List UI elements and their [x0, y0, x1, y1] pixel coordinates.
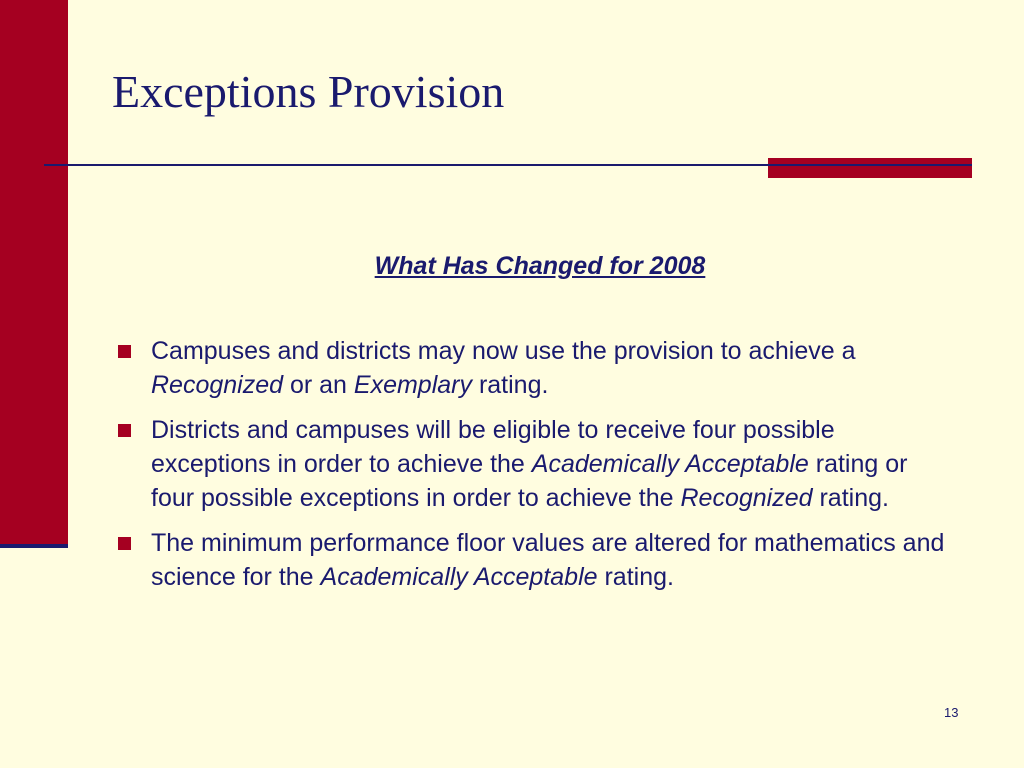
page-number: 13: [944, 705, 959, 720]
bullet-text-run: Districts and campuses will be eligible to receive four possible exceptions in order to achieve the: [151, 416, 835, 478]
bullet-italic-term: Recognized: [151, 371, 284, 399]
bullet-text-run: rating or four possible exceptions in order to achieve the: [151, 450, 908, 512]
bullet-text-run: rating.: [472, 371, 549, 399]
bullet-italic-term: Academically Acceptable: [531, 450, 809, 478]
slide-subtitle: What Has Changed for 2008: [374, 252, 706, 280]
bullet-italic-term: Academically Acceptable: [320, 563, 598, 591]
bullet-item: [116, 334, 956, 402]
bullet-text-run: rating.: [812, 484, 889, 512]
bullet-italic-term: Recognized: [680, 484, 813, 512]
title-accent-block: [768, 158, 972, 178]
bullet-text-run: The minimum performance floor values are altered for mathematics and science for the: [151, 529, 945, 591]
bullet-italic-term: Exemplary: [353, 371, 472, 399]
bullet-text-run: Campuses and districts may now use the provision to achieve a: [151, 337, 856, 365]
bullet-list: [116, 334, 956, 605]
left-accent-underline: [0, 544, 68, 548]
bullet-text-run: or an: [283, 371, 354, 399]
square-bullet-icon: [118, 345, 131, 358]
bullet-text-run: rating.: [597, 563, 674, 591]
square-bullet-icon: [118, 424, 131, 437]
title-accent-stripe: [768, 164, 972, 166]
bullet-item: [116, 526, 956, 594]
slide-title: Exceptions Provision: [112, 66, 505, 117]
bullet-item: [116, 413, 956, 515]
square-bullet-icon: [118, 537, 131, 550]
